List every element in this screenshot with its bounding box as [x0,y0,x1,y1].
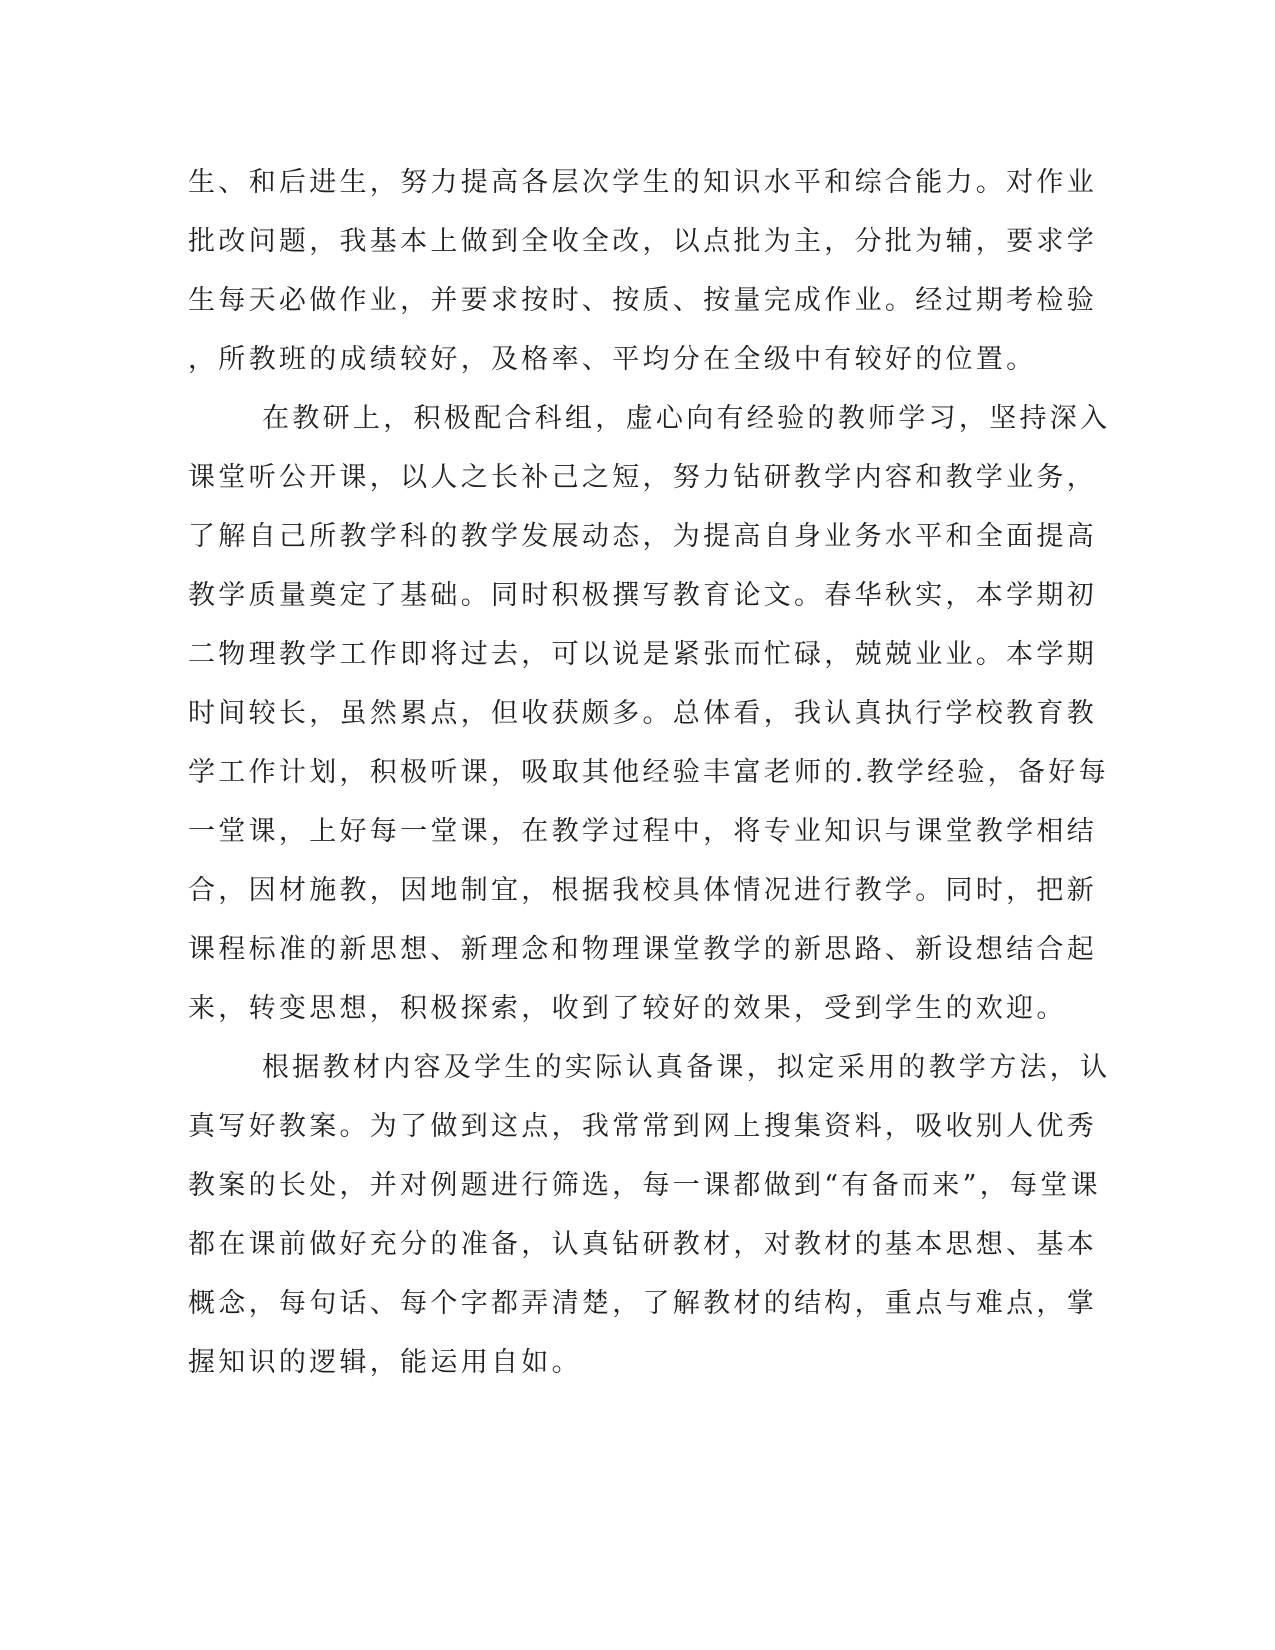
text-line: 课堂听公开课，以人之长补己之短，努力钻研教学内容和教学业务， [188,462,1097,493]
text-line: 握知识的逻辑，能运用自如。 [188,1347,582,1378]
text-line: 教学质量奠定了基础。同时积极撰写教育论文。春华秋实，本学期初 [188,580,1097,611]
text-line: 时间较长，虽然累点，但收获颇多。总体看，我认真执行学校教育教 [188,698,1097,729]
text-line: 根据教材内容及学生的实际认真备课，拟定采用的教学方法，认 [262,1052,1111,1083]
text-line: 教案的长处，并对例题进行筛选，每一课都做到“有备而来”，每堂课 [188,1170,1101,1201]
text-line: 都在课前做好充分的准备，认真钻研教材，对教材的基本思想、基本 [188,1229,1097,1260]
text-line: 概念，每句话、每个字都弄清楚，了解教材的结构，重点与难点，掌 [188,1288,1097,1319]
text-line: 批改问题，我基本上做到全收全改，以点批为主，分批为辅，要求学 [188,226,1097,257]
text-line: 生、和后进生，努力提高各层次学生的知识水平和综合能力。对作业 [188,167,1097,198]
text-line: 在教研上，积极配合科组，虚心向有经验的教师学习，坚持深入 [262,403,1111,434]
text-line: 了解自己所教学科的教学发展动态，为提高自身业务水平和全面提高 [188,521,1097,552]
text-line: 学工作计划，积极听课，吸取其他经验丰富老师的.教学经验，备好每 [188,757,1109,788]
text-line: 来，转变思想，积极探索，收到了较好的效果，受到学生的欢迎。 [188,993,1067,1024]
text-line: 课程标准的新思想、新理念和物理课堂教学的新思路、新设想结合起 [188,934,1097,965]
text-line: ，所教班的成绩较好，及格率、平均分在全级中有较好的位置。 [188,344,1037,375]
text-line: 一堂课，上好每一堂课，在教学过程中，将专业知识与课堂教学相结 [188,816,1097,847]
text-line: 二物理教学工作即将过去，可以说是紧张而忙碌，兢兢业业。本学期 [188,639,1097,670]
text-line: 真写好教案。为了做到这点，我常常到网上搜集资料，吸收别人优秀 [188,1111,1097,1142]
text-line: 合，因材施教，因地制宜，根据我校具体情况进行教学。同时，把新 [188,875,1097,906]
text-line: 生每天必做作业，并要求按时、按质、按量完成作业。经过期考检验 [188,285,1097,316]
